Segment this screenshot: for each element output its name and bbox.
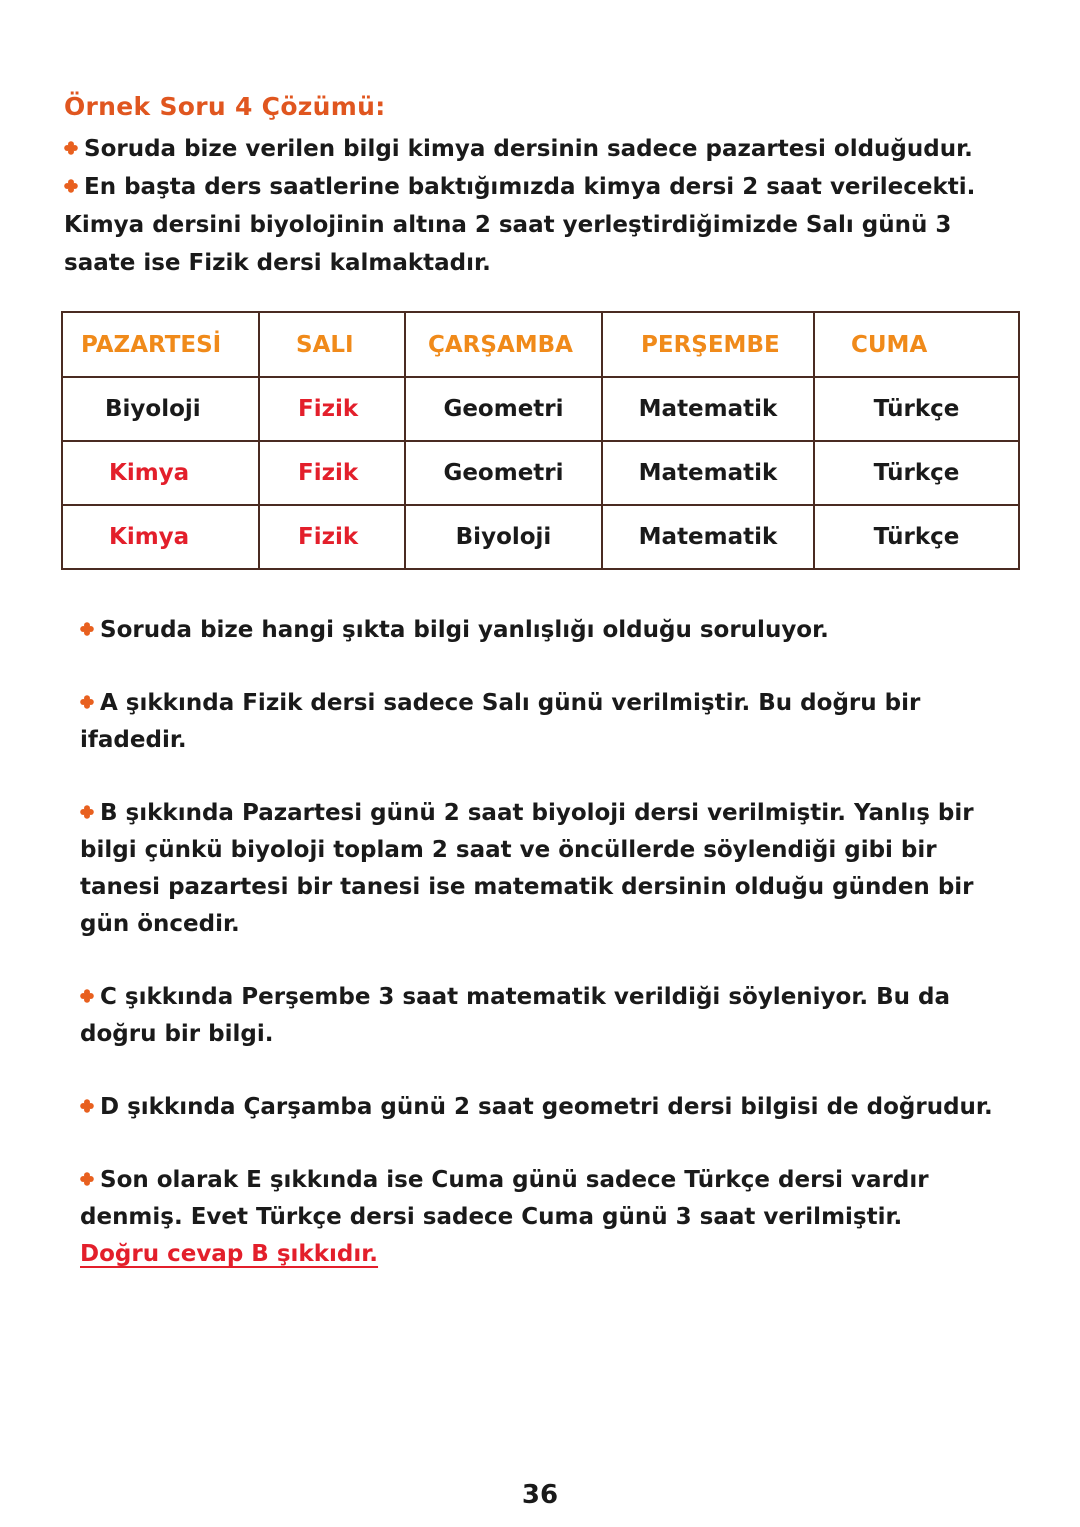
paragraph: D şıkkında Çarşamba günü 2 saat geometri dersi bilgisi de doğrudur. bbox=[80, 1089, 1010, 1126]
table-row bbox=[62, 505, 1019, 569]
flower-bullet-icon bbox=[64, 179, 78, 193]
intro-text bbox=[64, 130, 1024, 282]
page-number: 36 bbox=[521, 1480, 559, 1510]
paragraph: A şıkkında Fizik dersi sadece Salı günü verilmiştir. Bu doğru bir ifadedir. bbox=[80, 690, 921, 753]
header-wednesday: ÇARŞAMBA bbox=[405, 312, 602, 377]
flower-bullet-icon bbox=[80, 989, 94, 1003]
header-friday: CUMA bbox=[814, 312, 1019, 377]
paragraph: B şıkkında Pazartesi günü 2 saat biyoloji dersi verilmiştir. Yanlış bir bilgi çünkü biyoloji toplam 2 saat ve öncüllerde söylendiği gibi bir tanesi pazartesi bir tanesi ise matematik dersinin olduğu günden bir gün öncedir. bbox=[80, 800, 974, 937]
table-cell: Kimya bbox=[62, 505, 259, 569]
table-cell: Fizik bbox=[259, 441, 405, 505]
table-cell: Geometri bbox=[405, 441, 602, 505]
table-cell: Matematik bbox=[602, 441, 814, 505]
table-cell: Türkçe bbox=[814, 441, 1019, 505]
table-cell: Matematik bbox=[602, 377, 814, 441]
table-row bbox=[62, 441, 1019, 505]
paragraph: C şıkkında Perşembe 3 saat matematik verildiği söyleniyor. Bu da doğru bir bilgi. bbox=[80, 984, 951, 1047]
flower-bullet-icon bbox=[80, 805, 94, 819]
flower-bullet-icon bbox=[64, 141, 78, 155]
correct-answer: Doğru cevap B şıkkıdır. bbox=[80, 1241, 379, 1267]
header-thursday: PERŞEMBE bbox=[602, 312, 814, 377]
flower-bullet-icon bbox=[80, 1099, 94, 1113]
intro-line-2: En başta ders saatlerine baktığımızda kimya dersi 2 saat verilecekti. Kimya dersini biyolojinin altına 2 saat yerleştirdiğimizde Salı günü 3 saate ise Fizik dersi kalmaktadır. bbox=[64, 174, 976, 276]
section-title: Örnek Soru 4 Çözümü: bbox=[64, 92, 386, 121]
intro-line-1: Soruda bize verilen bilgi kimya dersinin sadece pazartesi olduğudur. bbox=[64, 130, 1024, 168]
paragraph: Son olarak E şıkkında ise Cuma günü sadece Türkçe dersi vardır denmiş. Evet Türkçe dersi sadece Cuma günü 3 saat verilmiştir. Doğru cevap B şıkkıdır. bbox=[80, 1167, 929, 1267]
table-cell: Biyoloji bbox=[405, 505, 602, 569]
table-header-row bbox=[62, 312, 1019, 377]
table-cell: Türkçe bbox=[814, 505, 1019, 569]
table-row bbox=[62, 377, 1019, 441]
table-cell: Türkçe bbox=[814, 377, 1019, 441]
schedule-table bbox=[61, 311, 1020, 570]
paragraph: Soruda bize hangi şıkta bilgi yanlışlığı olduğu soruluyor. bbox=[80, 612, 1010, 649]
flower-bullet-icon bbox=[80, 622, 94, 636]
solution-body bbox=[80, 612, 1010, 1273]
header-monday: PAZARTESİ bbox=[62, 312, 259, 377]
table-cell: Geometri bbox=[405, 377, 602, 441]
flower-bullet-icon bbox=[80, 695, 94, 709]
table-cell: Matematik bbox=[602, 505, 814, 569]
table-cell: Kimya bbox=[62, 441, 259, 505]
table-cell: Biyoloji bbox=[62, 377, 259, 441]
header-tuesday: SALI bbox=[259, 312, 405, 377]
table-cell: Fizik bbox=[259, 377, 405, 441]
flower-bullet-icon bbox=[80, 1172, 94, 1186]
table-cell: Fizik bbox=[259, 505, 405, 569]
